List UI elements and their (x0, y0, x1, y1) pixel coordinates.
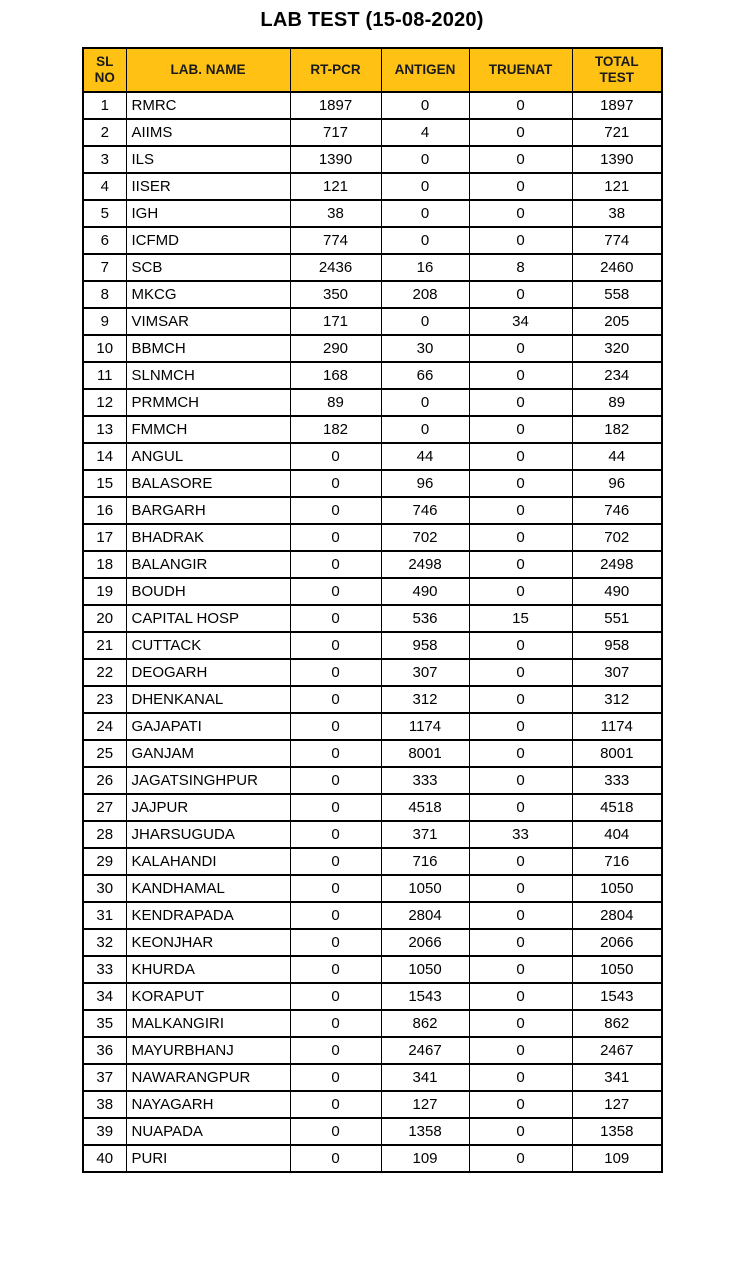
table-row (83, 470, 662, 497)
rt-pcr-cell: 171 (290, 308, 381, 335)
sl-no-cell: 19 (83, 578, 126, 605)
rt-pcr-cell: 0 (290, 1145, 381, 1172)
total-test-cell: 4518 (572, 794, 662, 821)
rt-pcr-cell: 0 (290, 632, 381, 659)
rt-pcr-cell: 1897 (290, 92, 381, 119)
table-row (83, 362, 662, 389)
antigen-cell: 0 (381, 227, 469, 254)
lab-name-cell: BOUDH (126, 578, 290, 605)
lab-name-cell: BBMCH (126, 335, 290, 362)
table-row (83, 119, 662, 146)
table-row (83, 740, 662, 767)
rt-pcr-cell: 0 (290, 605, 381, 632)
total-test-cell: 2460 (572, 254, 662, 281)
table-row (83, 605, 662, 632)
truenat-cell: 0 (469, 875, 572, 902)
truenat-cell: 0 (469, 281, 572, 308)
table-row (83, 686, 662, 713)
rt-pcr-cell: 0 (290, 1037, 381, 1064)
lab-name-cell: PRMMCH (126, 389, 290, 416)
lab-name-cell: KENDRAPADA (126, 902, 290, 929)
table-row (83, 1064, 662, 1091)
lab-name-cell: PURI (126, 1145, 290, 1172)
total-test-cell: 2804 (572, 902, 662, 929)
antigen-cell: 341 (381, 1064, 469, 1091)
rt-pcr-cell: 290 (290, 335, 381, 362)
table-row (83, 281, 662, 308)
antigen-cell: 307 (381, 659, 469, 686)
lab-name-cell: FMMCH (126, 416, 290, 443)
sl-no-cell: 15 (83, 470, 126, 497)
truenat-cell: 0 (469, 578, 572, 605)
truenat-cell: 0 (469, 767, 572, 794)
sl-no-cell: 16 (83, 497, 126, 524)
antigen-cell: 1174 (381, 713, 469, 740)
lab-name-cell: RMRC (126, 92, 290, 119)
sl-no-cell: 24 (83, 713, 126, 740)
page-title: LAB TEST (15-08-2020) (260, 9, 484, 31)
rt-pcr-cell: 0 (290, 794, 381, 821)
table-row (83, 443, 662, 470)
truenat-cell: 0 (469, 929, 572, 956)
lab-name-cell: ILS (126, 146, 290, 173)
sl-no-cell: 10 (83, 335, 126, 362)
lab-name-cell: BALANGIR (126, 551, 290, 578)
rt-pcr-cell: 0 (290, 713, 381, 740)
table-row (83, 389, 662, 416)
antigen-cell: 1543 (381, 983, 469, 1010)
truenat-cell: 0 (469, 1064, 572, 1091)
rt-pcr-cell: 0 (290, 875, 381, 902)
rt-pcr-cell: 0 (290, 1064, 381, 1091)
truenat-cell: 0 (469, 146, 572, 173)
table-row (83, 821, 662, 848)
antigen-cell: 312 (381, 686, 469, 713)
antigen-cell: 2498 (381, 551, 469, 578)
sl-no-cell: 39 (83, 1118, 126, 1145)
sl-no-cell: 37 (83, 1064, 126, 1091)
truenat-cell: 0 (469, 497, 572, 524)
table-body (83, 92, 662, 1172)
lab-name-cell: BHADRAK (126, 524, 290, 551)
antigen-cell: 0 (381, 173, 469, 200)
total-test-cell: 89 (572, 389, 662, 416)
rt-pcr-cell: 0 (290, 902, 381, 929)
sl-no-cell: 40 (83, 1145, 126, 1172)
truenat-cell: 0 (469, 524, 572, 551)
rt-pcr-cell: 0 (290, 470, 381, 497)
antigen-cell: 208 (381, 281, 469, 308)
lab-name-cell: KALAHANDI (126, 848, 290, 875)
sl-no-cell: 1 (83, 92, 126, 119)
table-row (83, 659, 662, 686)
table-row (83, 335, 662, 362)
antigen-cell: 2066 (381, 929, 469, 956)
total-test-cell: 1897 (572, 92, 662, 119)
sl-no-cell: 31 (83, 902, 126, 929)
sl-no-cell: 11 (83, 362, 126, 389)
table-row (83, 524, 662, 551)
truenat-cell: 0 (469, 335, 572, 362)
antigen-cell: 371 (381, 821, 469, 848)
total-test-cell: 490 (572, 578, 662, 605)
total-test-cell: 8001 (572, 740, 662, 767)
total-test-cell: 958 (572, 632, 662, 659)
lab-name-cell: KHURDA (126, 956, 290, 983)
lab-name-cell: DHENKANAL (126, 686, 290, 713)
lab-name-cell: AIIMS (126, 119, 290, 146)
sl-no-cell: 28 (83, 821, 126, 848)
rt-pcr-cell: 0 (290, 443, 381, 470)
truenat-cell: 0 (469, 470, 572, 497)
rt-pcr-cell: 350 (290, 281, 381, 308)
lab-name-cell: SCB (126, 254, 290, 281)
rt-pcr-cell: 0 (290, 956, 381, 983)
sl-no-cell: 18 (83, 551, 126, 578)
sl-no-cell: 3 (83, 146, 126, 173)
sl-no-cell: 21 (83, 632, 126, 659)
antigen-cell: 746 (381, 497, 469, 524)
lab-name-cell: IISER (126, 173, 290, 200)
antigen-cell: 1050 (381, 875, 469, 902)
total-test-cell: 746 (572, 497, 662, 524)
table-row (83, 416, 662, 443)
lab-name-cell: BALASORE (126, 470, 290, 497)
rt-pcr-cell: 0 (290, 524, 381, 551)
total-test-cell: 2467 (572, 1037, 662, 1064)
rt-pcr-cell: 0 (290, 1091, 381, 1118)
truenat-cell: 0 (469, 416, 572, 443)
total-test-cell: 721 (572, 119, 662, 146)
rt-pcr-cell: 168 (290, 362, 381, 389)
lab-name-cell: MALKANGIRI (126, 1010, 290, 1037)
table-header (83, 48, 662, 92)
total-test-cell: 2066 (572, 929, 662, 956)
antigen-cell: 1050 (381, 956, 469, 983)
total-test-cell: 307 (572, 659, 662, 686)
lab-name-cell: ANGUL (126, 443, 290, 470)
table-row (83, 794, 662, 821)
lab-name-cell: SLNMCH (126, 362, 290, 389)
truenat-cell: 0 (469, 848, 572, 875)
truenat-cell: 8 (469, 254, 572, 281)
table-row (83, 146, 662, 173)
truenat-cell: 0 (469, 200, 572, 227)
antigen-cell: 127 (381, 1091, 469, 1118)
antigen-cell: 0 (381, 416, 469, 443)
table-row (83, 929, 662, 956)
truenat-cell: 0 (469, 362, 572, 389)
total-test-cell: 702 (572, 524, 662, 551)
sl-no-cell: 8 (83, 281, 126, 308)
rt-pcr-cell: 0 (290, 497, 381, 524)
truenat-cell: 0 (469, 1145, 572, 1172)
total-test-cell: 1358 (572, 1118, 662, 1145)
sl-no-cell: 5 (83, 200, 126, 227)
sl-no-cell: 27 (83, 794, 126, 821)
sl-no-cell: 32 (83, 929, 126, 956)
truenat-cell: 0 (469, 1010, 572, 1037)
rt-pcr-cell: 0 (290, 1010, 381, 1037)
total-test-cell: 341 (572, 1064, 662, 1091)
column-header-sl-no: SL NO (83, 48, 126, 92)
lab-name-cell: JHARSUGUDA (126, 821, 290, 848)
total-test-cell: 862 (572, 1010, 662, 1037)
lab-name-cell: KORAPUT (126, 983, 290, 1010)
lab-name-cell: DEOGARH (126, 659, 290, 686)
total-test-cell: 121 (572, 173, 662, 200)
total-test-cell: 716 (572, 848, 662, 875)
antigen-cell: 0 (381, 308, 469, 335)
total-test-cell: 1050 (572, 956, 662, 983)
truenat-cell: 0 (469, 92, 572, 119)
antigen-cell: 109 (381, 1145, 469, 1172)
lab-name-cell: JAJPUR (126, 794, 290, 821)
total-test-cell: 1174 (572, 713, 662, 740)
sl-no-cell: 38 (83, 1091, 126, 1118)
sl-no-cell: 2 (83, 119, 126, 146)
rt-pcr-cell: 0 (290, 740, 381, 767)
rt-pcr-cell: 0 (290, 578, 381, 605)
truenat-cell: 0 (469, 713, 572, 740)
antigen-cell: 2467 (381, 1037, 469, 1064)
total-test-cell: 774 (572, 227, 662, 254)
antigen-cell: 862 (381, 1010, 469, 1037)
lab-name-cell: CAPITAL HOSP (126, 605, 290, 632)
rt-pcr-cell: 89 (290, 389, 381, 416)
table-row (83, 200, 662, 227)
lab-name-cell: KANDHAMAL (126, 875, 290, 902)
antigen-cell: 2804 (381, 902, 469, 929)
header-row (83, 48, 662, 92)
table-row (83, 92, 662, 119)
total-test-cell: 182 (572, 416, 662, 443)
truenat-cell: 0 (469, 119, 572, 146)
sl-no-cell: 26 (83, 767, 126, 794)
column-header-lab-name: LAB. NAME (126, 48, 290, 92)
table-row (83, 875, 662, 902)
lab-name-cell: BARGARH (126, 497, 290, 524)
truenat-cell: 0 (469, 1037, 572, 1064)
column-header-truenat: TRUENAT (469, 48, 572, 92)
sl-no-cell: 33 (83, 956, 126, 983)
sl-no-cell: 35 (83, 1010, 126, 1037)
rt-pcr-cell: 0 (290, 551, 381, 578)
rt-pcr-cell: 0 (290, 767, 381, 794)
sl-no-cell: 6 (83, 227, 126, 254)
sl-no-cell: 4 (83, 173, 126, 200)
table-row (83, 497, 662, 524)
lab-name-cell: MKCG (126, 281, 290, 308)
total-test-cell: 404 (572, 821, 662, 848)
table-row (83, 1145, 662, 1172)
antigen-cell: 30 (381, 335, 469, 362)
lab-name-cell: CUTTACK (126, 632, 290, 659)
truenat-cell: 0 (469, 389, 572, 416)
antigen-cell: 96 (381, 470, 469, 497)
truenat-cell: 34 (469, 308, 572, 335)
rt-pcr-cell: 182 (290, 416, 381, 443)
total-test-cell: 1390 (572, 146, 662, 173)
table-row (83, 1010, 662, 1037)
rt-pcr-cell: 2436 (290, 254, 381, 281)
truenat-cell: 0 (469, 740, 572, 767)
antigen-cell: 4518 (381, 794, 469, 821)
antigen-cell: 8001 (381, 740, 469, 767)
table-row (83, 983, 662, 1010)
lab-name-cell: IGH (126, 200, 290, 227)
antigen-cell: 4 (381, 119, 469, 146)
truenat-cell: 0 (469, 443, 572, 470)
total-test-cell: 320 (572, 335, 662, 362)
lab-name-cell: GAJAPATI (126, 713, 290, 740)
rt-pcr-cell: 0 (290, 929, 381, 956)
antigen-cell: 716 (381, 848, 469, 875)
antigen-cell: 536 (381, 605, 469, 632)
rt-pcr-cell: 0 (290, 848, 381, 875)
rt-pcr-cell: 1390 (290, 146, 381, 173)
lab-name-cell: JAGATSINGHPUR (126, 767, 290, 794)
total-test-cell: 1543 (572, 983, 662, 1010)
sl-no-cell: 23 (83, 686, 126, 713)
total-test-cell: 558 (572, 281, 662, 308)
antigen-cell: 490 (381, 578, 469, 605)
total-test-cell: 205 (572, 308, 662, 335)
total-test-cell: 2498 (572, 551, 662, 578)
table-row (83, 227, 662, 254)
sl-no-cell: 12 (83, 389, 126, 416)
rt-pcr-cell: 717 (290, 119, 381, 146)
table-row (83, 578, 662, 605)
truenat-cell: 0 (469, 956, 572, 983)
truenat-cell: 0 (469, 902, 572, 929)
lab-name-cell: NUAPADA (126, 1118, 290, 1145)
truenat-cell: 0 (469, 227, 572, 254)
antigen-cell: 333 (381, 767, 469, 794)
rt-pcr-cell: 121 (290, 173, 381, 200)
total-test-cell: 38 (572, 200, 662, 227)
truenat-cell: 0 (469, 173, 572, 200)
total-test-cell: 44 (572, 443, 662, 470)
table-row (83, 1118, 662, 1145)
truenat-cell: 0 (469, 659, 572, 686)
lab-name-cell: ICFMD (126, 227, 290, 254)
truenat-cell: 0 (469, 983, 572, 1010)
truenat-cell: 0 (469, 632, 572, 659)
antigen-cell: 66 (381, 362, 469, 389)
truenat-cell: 0 (469, 686, 572, 713)
sl-no-cell: 36 (83, 1037, 126, 1064)
table-row (83, 1091, 662, 1118)
antigen-cell: 0 (381, 92, 469, 119)
rt-pcr-cell: 38 (290, 200, 381, 227)
truenat-cell: 0 (469, 1091, 572, 1118)
table-row (83, 767, 662, 794)
table-row (83, 1037, 662, 1064)
sl-no-cell: 14 (83, 443, 126, 470)
table-row (83, 254, 662, 281)
truenat-cell: 15 (469, 605, 572, 632)
antigen-cell: 44 (381, 443, 469, 470)
sl-no-cell: 25 (83, 740, 126, 767)
rt-pcr-cell: 774 (290, 227, 381, 254)
table-row (83, 632, 662, 659)
table-row (83, 308, 662, 335)
sl-no-cell: 22 (83, 659, 126, 686)
rt-pcr-cell: 0 (290, 686, 381, 713)
table-row (83, 551, 662, 578)
antigen-cell: 0 (381, 200, 469, 227)
total-test-cell: 312 (572, 686, 662, 713)
truenat-cell: 33 (469, 821, 572, 848)
rt-pcr-cell: 0 (290, 1118, 381, 1145)
table-row (83, 173, 662, 200)
total-test-cell: 96 (572, 470, 662, 497)
antigen-cell: 958 (381, 632, 469, 659)
sl-no-cell: 34 (83, 983, 126, 1010)
truenat-cell: 0 (469, 551, 572, 578)
antigen-cell: 0 (381, 389, 469, 416)
column-header-total-test: TOTAL TEST (572, 48, 662, 92)
total-test-cell: 1050 (572, 875, 662, 902)
rt-pcr-cell: 0 (290, 983, 381, 1010)
lab-name-cell: NAWARANGPUR (126, 1064, 290, 1091)
lab-test-table (82, 47, 663, 1173)
total-test-cell: 551 (572, 605, 662, 632)
truenat-cell: 0 (469, 1118, 572, 1145)
rt-pcr-cell: 0 (290, 821, 381, 848)
sl-no-cell: 30 (83, 875, 126, 902)
sl-no-cell: 9 (83, 308, 126, 335)
total-test-cell: 127 (572, 1091, 662, 1118)
document-page (82, 8, 662, 1173)
sl-no-cell: 7 (83, 254, 126, 281)
table-row (83, 956, 662, 983)
column-header-rt-pcr: RT-PCR (290, 48, 381, 92)
sl-no-cell: 20 (83, 605, 126, 632)
lab-name-cell: VIMSAR (126, 308, 290, 335)
column-header-antigen: ANTIGEN (381, 48, 469, 92)
total-test-cell: 109 (572, 1145, 662, 1172)
rt-pcr-cell: 0 (290, 659, 381, 686)
table-row (83, 713, 662, 740)
antigen-cell: 16 (381, 254, 469, 281)
sl-no-cell: 13 (83, 416, 126, 443)
lab-name-cell: GANJAM (126, 740, 290, 767)
lab-name-cell: NAYAGARH (126, 1091, 290, 1118)
sl-no-cell: 17 (83, 524, 126, 551)
antigen-cell: 702 (381, 524, 469, 551)
total-test-cell: 234 (572, 362, 662, 389)
total-test-cell: 333 (572, 767, 662, 794)
lab-name-cell: MAYURBHANJ (126, 1037, 290, 1064)
table-row (83, 902, 662, 929)
antigen-cell: 1358 (381, 1118, 469, 1145)
table-row (83, 848, 662, 875)
antigen-cell: 0 (381, 146, 469, 173)
truenat-cell: 0 (469, 794, 572, 821)
sl-no-cell: 29 (83, 848, 126, 875)
lab-name-cell: KEONJHAR (126, 929, 290, 956)
